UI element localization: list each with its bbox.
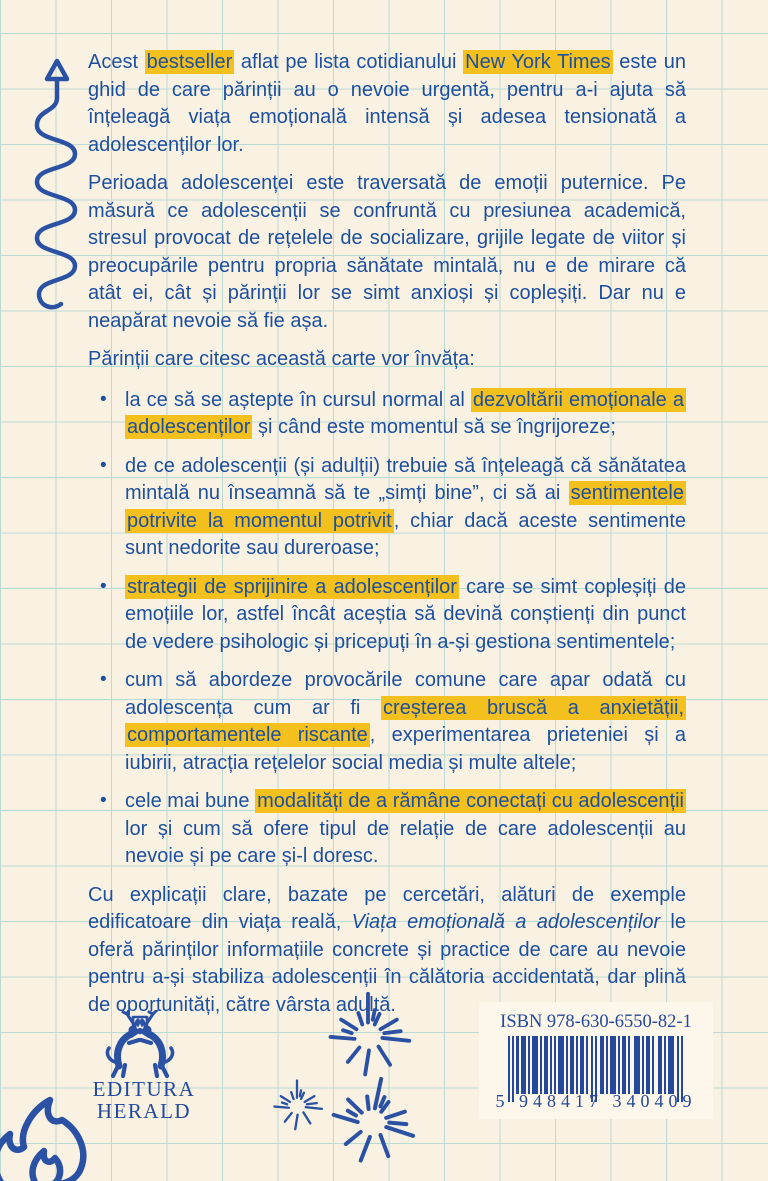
intro-paragraph [88, 49, 686, 159]
barcode-block [479, 1002, 713, 1119]
text-run: , chiar dacă aceste sentimente sunt nedorite sau dureroase; [125, 509, 686, 559]
benefit-text [125, 388, 686, 440]
benefit-text [125, 575, 686, 653]
text-run: aflat pe lista cotidianului [234, 51, 464, 73]
text-run: de ce adolescenții (și adulții) trebuie să înțeleagă că sănătatea mintală nu înseamnă să te „simți bine”, ci să ai [125, 454, 686, 504]
text-run: cum să abordeze provocările comune care apar odată cu adolescența cum ar fi [125, 669, 686, 719]
text-run: Acest [88, 51, 145, 73]
highlighted-phrase: New York Times [465, 51, 611, 73]
benefit-item [88, 667, 686, 777]
bullet-marker: • [100, 669, 107, 690]
text-run: cele mai bune [125, 790, 256, 812]
context-paragraph [88, 170, 686, 335]
sparkle-burst-icon [313, 1063, 432, 1181]
highlighted-phrase: bestseller [146, 51, 233, 73]
text-run: Cu explicații clare, bazate pe cercetări, alături de exemple edificatoare din viața reală, [88, 883, 686, 933]
publisher-name-line1: EDITURA [92, 1077, 196, 1101]
highlighted-phrase: creșterea bruscă a anxietății, comportamentele riscante [127, 696, 684, 746]
back-cover-text [88, 49, 686, 1030]
highlighted-phrase: sentimentele potrivite la momentul potrivit [127, 482, 684, 532]
herald-crest-icon [92, 1010, 188, 1078]
bullet-marker: • [100, 790, 107, 811]
text-run: le oferă părinților informațiile concrete și practice de care au nevoie pentru a-și stabiliza adolescenții în călătoria accidentată, dar plină de oportunități, către vârsta adultă. [88, 911, 686, 1016]
benefit-item [88, 788, 686, 871]
text-run: lor și cum să ofere tipul de relație de care adolescenții au nevoie și pe care și-l doresc. [125, 817, 686, 867]
isbn-label: ISBN 978-630-6550-82-1 [500, 1012, 692, 1032]
bullet-marker: • [100, 575, 107, 597]
barcode-digits: 5 948417 340409 [495, 1091, 697, 1111]
benefit-text [125, 789, 686, 867]
text-run: care se simt copleșiți de emoțiile lor, astfel încât aceștia să devină conștienți din punct de vedere psihologic și pricepuți în a-și gestiona sentimentele; [125, 575, 686, 653]
benefit-text [125, 669, 686, 774]
benefit-item [88, 574, 686, 657]
flame-outline-icon [0, 1088, 132, 1181]
publisher-name-line2: HERALD [96, 1099, 192, 1123]
benefit-item [88, 387, 686, 442]
bullet-marker: • [100, 454, 107, 476]
bullet-marker: • [100, 388, 107, 410]
list-intro [88, 346, 686, 374]
sparkle-burst-icon [268, 1077, 326, 1135]
book-title-italic: Viața emoțională a adolescenților [351, 911, 661, 933]
benefits-list [88, 387, 686, 871]
highlighted-phrase: dezvoltării emoționale a adolescenților [127, 388, 684, 438]
highlighted-phrase: modalități de a rămâne conectați cu adolescenții [257, 790, 684, 812]
squiggle-arrow-icon [28, 52, 86, 316]
text-run: , experimentarea prieteniei și a iubirii, atracția rețelelor social media și multe altele; [125, 724, 686, 774]
text-run: este un ghid de care părinții au o nevoie urgentă, pentru a-i ajuta să înțeleagă viața emoțională intensă și adesea tensionată a adolescenților lor. [88, 51, 686, 156]
text-run: Părinții care citesc această carte vor învăța: [88, 348, 475, 370]
highlighted-phrase: strategii de sprijinire a adolescenților [127, 575, 457, 598]
benefit-text [125, 455, 686, 560]
benefit-item [88, 453, 686, 563]
text-run: și când este momentul să se îngrijoreze; [252, 416, 616, 438]
text-run: Perioada adolescenței este traversată de emoții puternice. Pe măsură ce adolescenții se confruntă cu presiunea academică, stresul provocat de rețelele de socializare, grijile legate de viitor și preocupările pentru propria sănătate mintală, nu e de mirare că atât ei, cât și părinții lor se simt anxioși și copleșiți. Dar nu e neapărat nevoie să fie așa. [88, 172, 686, 332]
text-run: la ce să se aștepte în cursul normal al [125, 388, 471, 411]
